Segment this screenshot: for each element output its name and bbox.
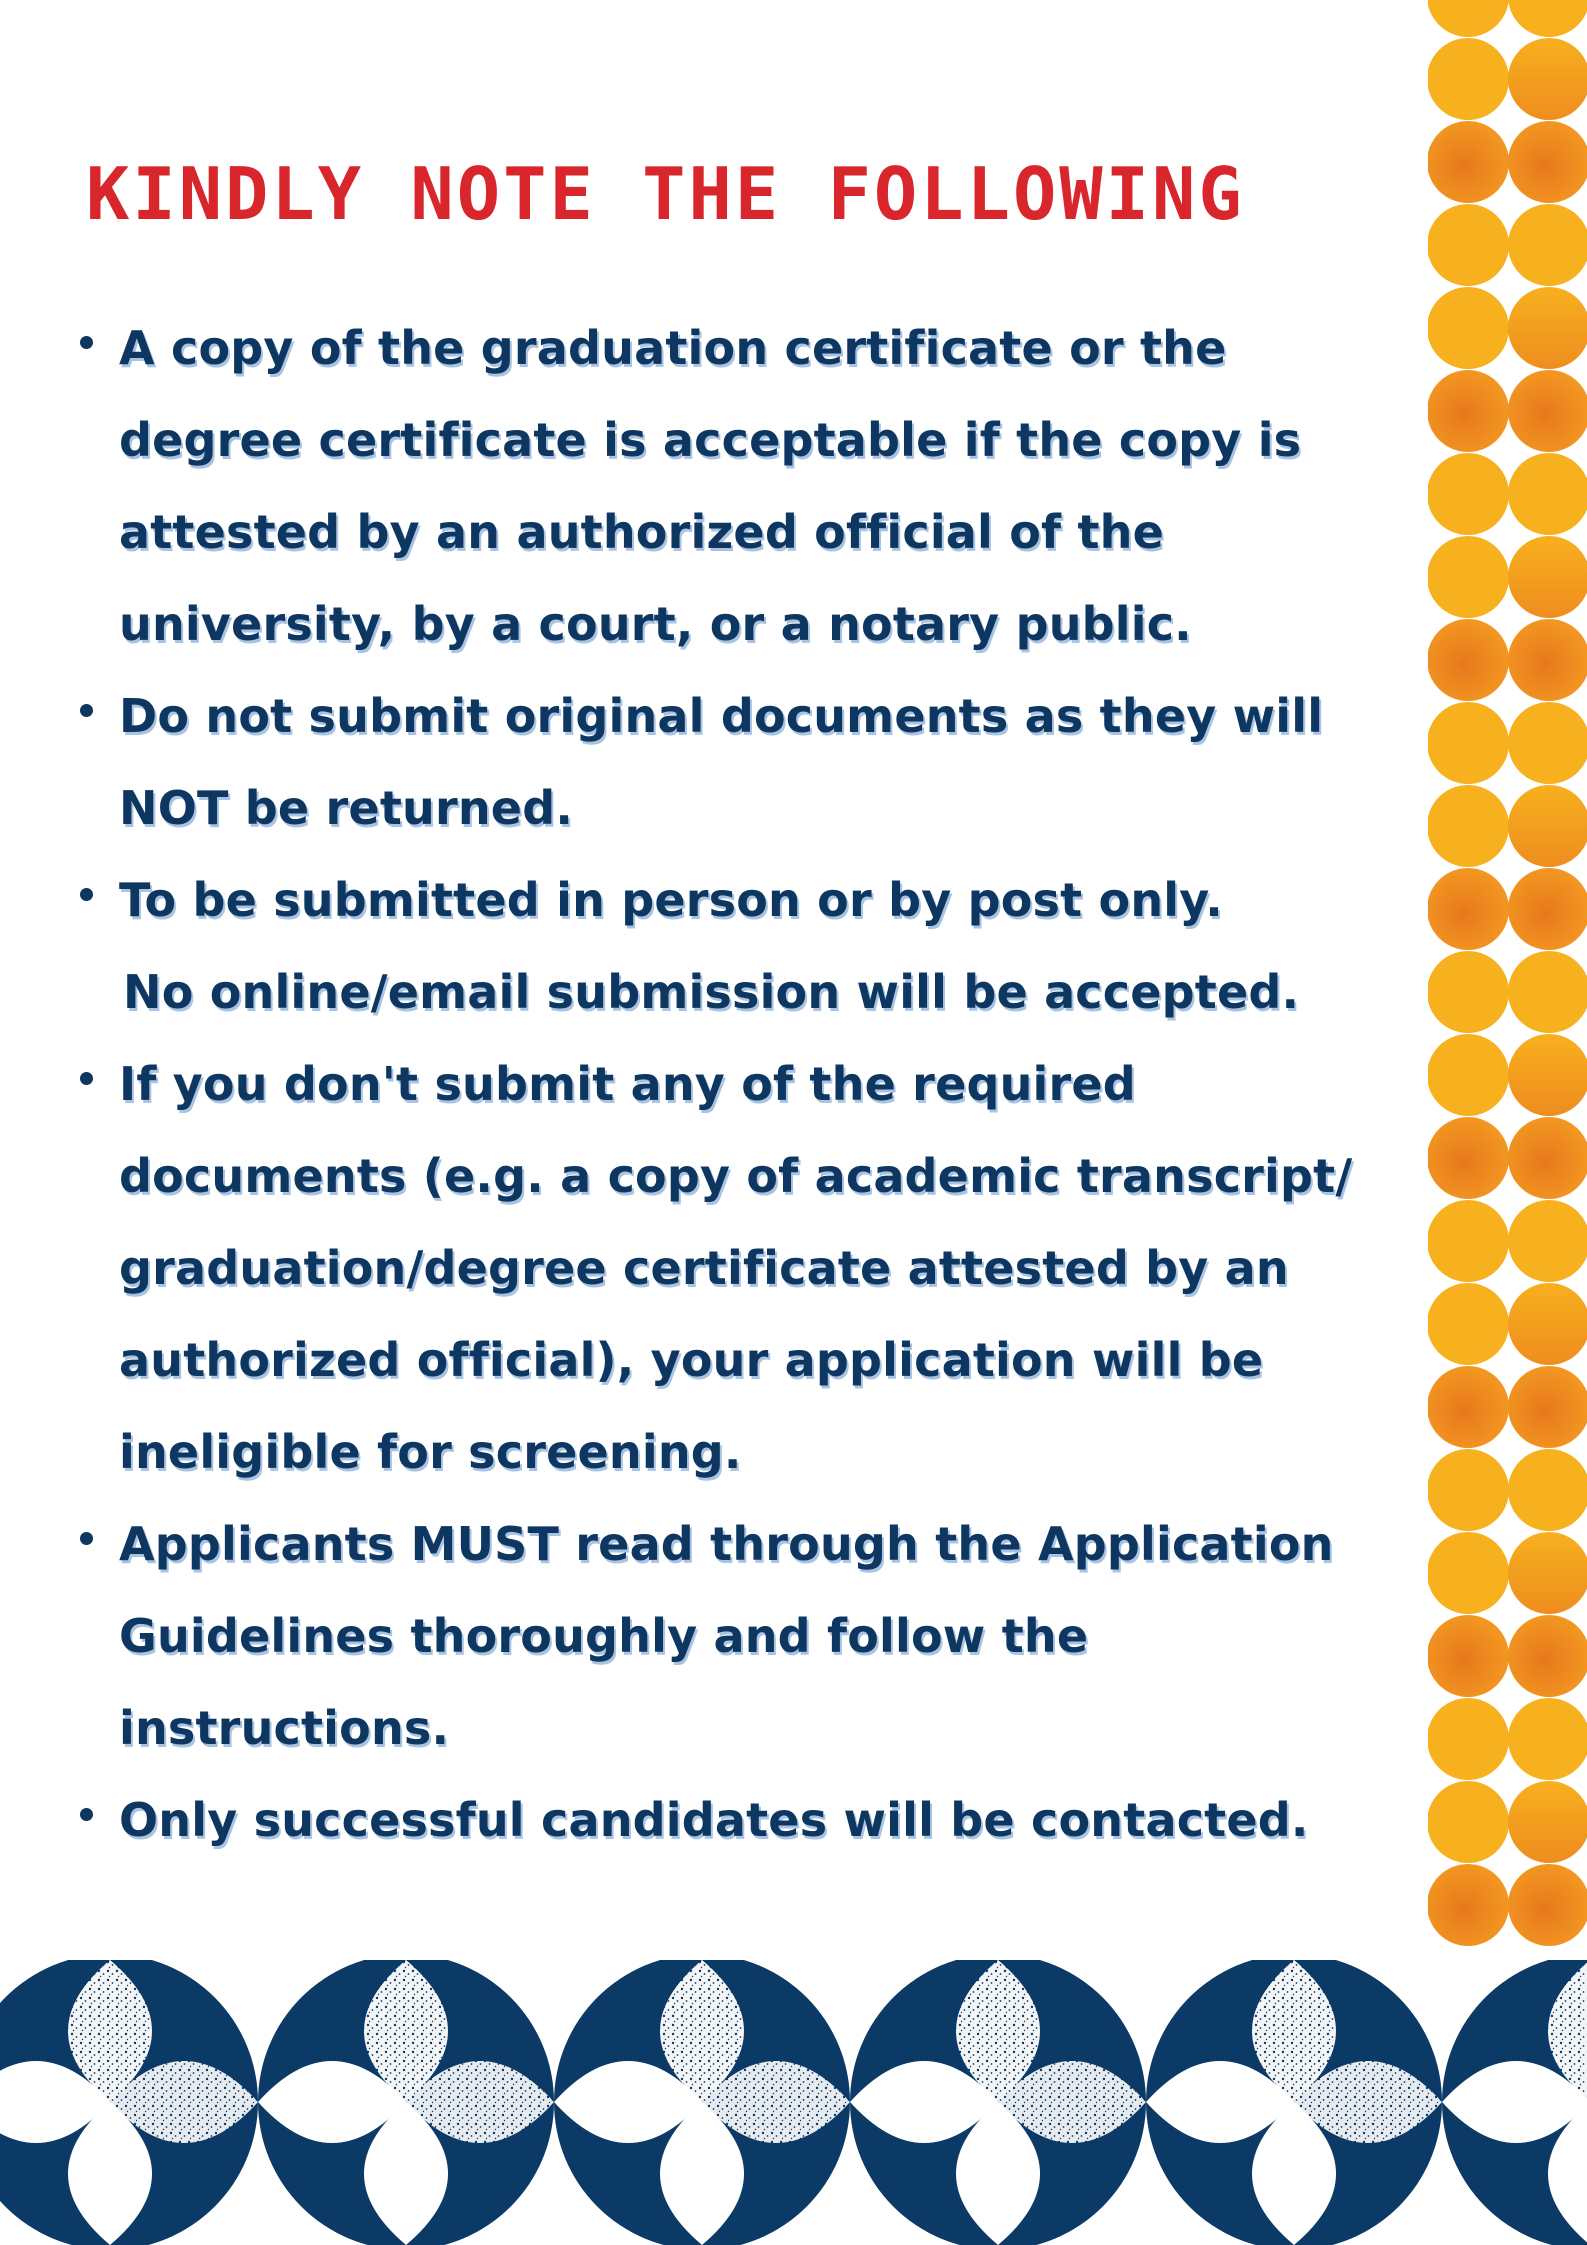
note-line: Do not submit original documents as they will — [119, 689, 1324, 743]
circle-ornament — [1428, 1200, 1509, 1282]
note-line: Applicants MUST read through the Application — [119, 1517, 1334, 1571]
bullet-icon — [80, 704, 93, 717]
circle-ornament — [1428, 536, 1509, 618]
circle-ornament — [1428, 453, 1509, 535]
note-line: NOT be returned. — [119, 781, 573, 835]
circle-ornament — [1508, 204, 1587, 286]
notes-list — [72, 302, 1402, 1866]
circle-ornament — [1428, 951, 1509, 1033]
circle-ornament — [1428, 702, 1509, 784]
circle-ornament — [1508, 1283, 1587, 1365]
circle-ornament — [1508, 453, 1587, 535]
circle-ornament — [1428, 121, 1509, 203]
bullet-icon — [80, 1072, 93, 1085]
note-line: instructions. — [119, 1701, 450, 1755]
page-title: KINDLY NOTE THE FOLLOWING — [86, 152, 1245, 236]
circle-ornament — [1508, 1615, 1587, 1697]
circle-ornament — [1508, 619, 1587, 701]
note-line: attested by an authorized official of the — [119, 505, 1164, 559]
circle-ornament — [1508, 702, 1587, 784]
circle-ornament — [1428, 1781, 1509, 1863]
note-line: Guidelines thoroughly and follow the — [119, 1609, 1089, 1663]
circle-ornament — [1508, 1864, 1587, 1946]
circle-ornament — [1428, 287, 1509, 369]
circle-ornament — [1508, 1532, 1587, 1614]
note-line: No online/email submission will be accepted. — [123, 965, 1300, 1019]
list-item — [72, 854, 1402, 1038]
circle-ornament — [1428, 0, 1509, 37]
circle-ornament — [1508, 1200, 1587, 1282]
circle-ornament — [1428, 1117, 1509, 1199]
circle-ornament — [1508, 951, 1587, 1033]
circle-ornament — [1508, 1117, 1587, 1199]
note-line: A copy of the graduation certificate or the — [119, 321, 1227, 375]
circle-ornament — [1508, 1449, 1587, 1531]
note-line: Only successful candidates will be contacted. — [119, 1793, 1309, 1847]
circle-ornament — [1508, 785, 1587, 867]
circle-ornament — [1428, 1864, 1509, 1946]
note-line: university, by a court, or a notary public. — [119, 597, 1192, 651]
list-item — [72, 1498, 1402, 1774]
circle-ornament — [1508, 1781, 1587, 1863]
note-line: authorized official), your application will be — [119, 1333, 1264, 1387]
circle-ornament — [1428, 1532, 1509, 1614]
list-item — [72, 1774, 1402, 1866]
circle-ornament — [1508, 1366, 1587, 1448]
circle-ornament — [1508, 1034, 1587, 1116]
note-line: degree certificate is acceptable if the copy is — [119, 413, 1302, 467]
circle-ornament — [1508, 0, 1587, 37]
note-line: To be submitted in person or by post only. — [119, 873, 1223, 927]
circle-pattern-graphic — [1428, 0, 1587, 1960]
note-line: documents (e.g. a copy of academic transcript/ — [119, 1149, 1353, 1203]
petal-pattern-graphic — [0, 1960, 1587, 2245]
note-line: If you don't submit any of the required — [119, 1057, 1136, 1111]
circle-ornament — [1428, 1698, 1509, 1780]
circle-ornament — [1428, 785, 1509, 867]
circle-ornament — [1508, 370, 1587, 452]
circle-ornament — [1508, 868, 1587, 950]
circle-ornament — [1428, 204, 1509, 286]
circle-ornament — [1508, 287, 1587, 369]
circle-ornament — [1428, 1034, 1509, 1116]
circle-ornament — [1508, 121, 1587, 203]
circle-ornament — [1428, 38, 1509, 120]
list-item — [72, 1038, 1402, 1498]
circle-ornament — [1428, 1366, 1509, 1448]
circle-ornament — [1428, 619, 1509, 701]
bullet-icon — [80, 336, 93, 349]
list-item — [72, 670, 1402, 854]
circle-ornament — [1508, 1698, 1587, 1780]
petal-pattern-decoration — [0, 1960, 1587, 2245]
circle-ornament — [1428, 1449, 1509, 1531]
circle-ornament — [1508, 536, 1587, 618]
bullet-icon — [80, 888, 93, 901]
circle-ornament — [1428, 868, 1509, 950]
list-item — [72, 302, 1402, 670]
note-line: graduation/degree certificate attested by an — [119, 1241, 1289, 1295]
circle-ornament — [1428, 1283, 1509, 1365]
bullet-icon — [80, 1532, 93, 1545]
circle-ornament — [1428, 1615, 1509, 1697]
note-line: ineligible for screening. — [119, 1425, 742, 1479]
circle-ornament — [1428, 370, 1509, 452]
bullet-icon — [80, 1808, 93, 1821]
circle-pattern-decoration — [1428, 0, 1587, 1960]
circle-ornament — [1508, 38, 1587, 120]
